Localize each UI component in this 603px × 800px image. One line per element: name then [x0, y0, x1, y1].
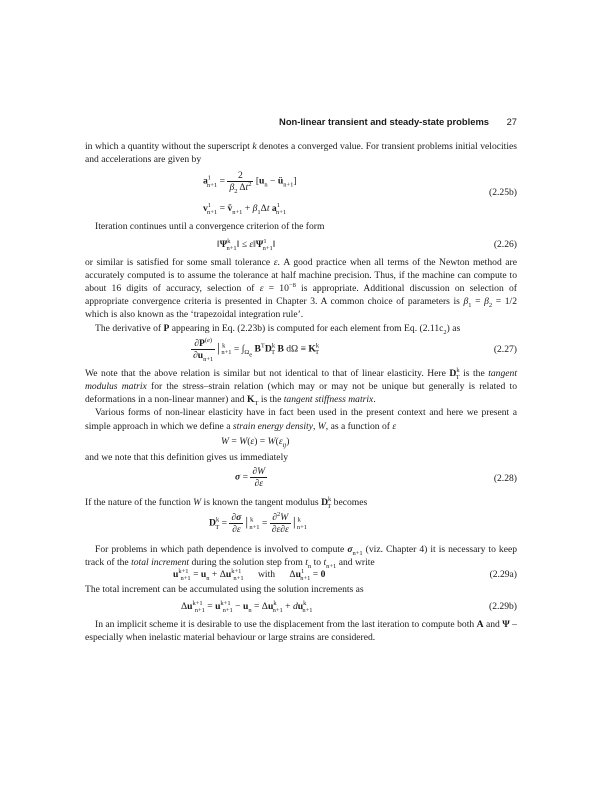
equation-line: $‖\Psi^k_{n+1}‖$ ≤ $\varepsilon‖\Psi^1_{n+1}‖$	[217, 237, 276, 252]
paragraph: Various forms of non-linear elasticity have in fact been used in the present context and here we present a simple approach in which we define a strain energy density, W, as a function of ε	[85, 407, 517, 432]
equation-w	[85, 433, 517, 451]
equation-number: (2.26)	[493, 238, 517, 250]
equation-tangent-modulus	[85, 509, 517, 543]
equation-number: (2.29a)	[489, 568, 517, 580]
paragraph: The total increment can be accumulated using the solution increments as	[85, 583, 364, 595]
equation-2-29a	[85, 567, 517, 583]
paragraph: For problems in which path dependence is involved to compute $\sigma_{n+1}$ (viz. Chapter 4) it is necessary to keep track of the total increment during the solution step from $t_n$ to $t_{n+1}$ and write	[85, 544, 518, 571]
equation-2-26	[85, 234, 517, 256]
paragraph: We note that the above relation is similar but not identical to that of linear elasticity. Here $D^k_T$ is the tangent modulus matrix for the stress–strain relation (which may or may not be unique but generally is related to deformations in a non-linear manner) and $K_T$ is the tangent stiffness matrix.	[85, 366, 518, 408]
paragraph: Iteration continues until a convergence criterion of the form	[95, 221, 325, 233]
equation-line: $u^{k+1}_{n+1} = u_n + \Delta u^{k+1}_{n+1}$ with $\Delta u^1_{n+1} = 0$	[173, 567, 326, 582]
equation-2-25b	[85, 166, 517, 220]
equation-line: $a^1_{n+1}$ = $\frac{2}{\beta_2 \Delta t^2}$ [$u_n$ − $ü_{n+1}$]	[203, 170, 297, 196]
equation-number: (2.29b)	[489, 600, 517, 612]
with-word: with	[257, 568, 276, 580]
equation-line: $v^1_{n+1}$ = ṽ$_{n+1}$ + $\beta_1\Delta t$ $a^1_{n+1}$	[203, 202, 287, 217]
equation-number: (2.25b)	[489, 187, 517, 199]
paragraph: in which a quantity without the superscript k denotes a converged value. For transient problems initial velocities and accelerations are given by	[85, 141, 517, 166]
running-header	[85, 116, 517, 130]
page-number: 27	[506, 116, 517, 127]
paragraph: or similar is satisfied for some small tolerance ε. A good practice when all terms of the Newton method are accurately computed is to assume the tolerance at half machine precision. Thus, if the machine can compute to about 16 digits of accuracy, selection of $\varepsilon = 10^{-8}$ is appropriate. Additional discussion on selection of appropriate convergence criteria is presented in Chapter 3. A common choice of parameters is $\beta_1 = \beta_2 = 1/2$ which is also known as the ‘trapezoidal integration rule’.	[85, 256, 517, 321]
equation-2-29b	[85, 596, 517, 618]
paragraph: The derivative of P appearing in Eq. (2.23b) is computed for each element from Eq. $(2.11c_2)$ as	[95, 322, 461, 336]
equation-line: $\frac{\partial P^{(e)}}{\partial u_{n+1}}$ │$^k_{n+1}$ = $\int_{\Omega_e}$ $B^TD^k_T$ B $d\Omega \equiv K^k_T$	[193, 336, 320, 363]
equation-line: σ = $\frac{\partial W}{\partial\varepsilon}$	[235, 466, 266, 490]
equation-number: (2.27)	[493, 343, 517, 355]
paragraph: If the nature of the function W is known the tangent modulus $D^k_T$ becomes	[85, 495, 368, 510]
equation-line: $W = W(\varepsilon) = W(\varepsilon_{ij})$	[221, 435, 290, 449]
running-title: Non-linear transient and steady-state problems	[279, 116, 489, 127]
equation-line: $\Delta u^{k+1}_{n+1} = u^{k+1}_{n+1} - u_n = \Delta u^k_{n+1} + du^k_{n+1}$	[181, 599, 313, 614]
equation-2-28	[85, 464, 517, 496]
equation-line: $D^k_T$ = $\frac{\partial\sigma}{\partial\varepsilon}$ │$^k_{n+1}$ = $\frac{\partial^2W}{\partial\varepsilon\partial\varepsilon}$ │$^k_{n+1}$	[209, 511, 308, 536]
paragraph: and we note that this definition gives us immediately	[85, 451, 289, 463]
paragraph: In an implicit scheme it is desirable to use the displacement from the last iteration to compute both A and Ψ – especially when inelastic material behaviour or large strains are considered.	[85, 618, 517, 644]
equation-2-27	[85, 335, 517, 367]
page-body	[85, 140, 517, 644]
equation-number: (2.28)	[493, 473, 517, 485]
